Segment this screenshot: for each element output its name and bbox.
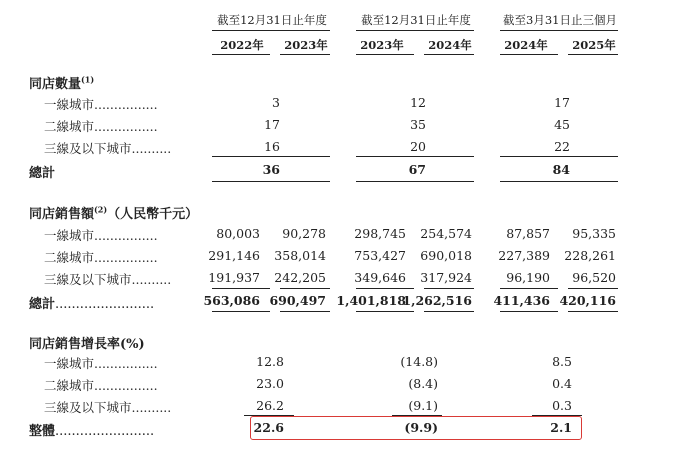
total-cell: 2.1 (550, 420, 572, 435)
cell: 242,205 (274, 270, 326, 285)
cell: 358,014 (274, 248, 326, 263)
header-rule-3 (500, 30, 618, 31)
cell: 16 (264, 139, 280, 154)
subtotal-rule (500, 156, 618, 157)
total-rule (500, 311, 558, 312)
total-cell: 36 (262, 162, 280, 177)
subtotal-rule (212, 288, 270, 289)
year-header: 2024年 (428, 38, 472, 52)
row-label: 一線城市................ (44, 97, 158, 112)
cell: 291,146 (208, 248, 260, 263)
cell: 0.3 (552, 398, 572, 413)
cell: 228,261 (564, 248, 616, 263)
row-label: 三線及以下城市.......... (44, 272, 172, 287)
total-label: 總計 (29, 166, 56, 181)
cell: 12.8 (256, 354, 284, 369)
total-cell: 1,262,516 (402, 293, 472, 308)
year-header: 2024年 (504, 38, 548, 52)
row-label: 三線及以下城市.......... (44, 400, 172, 415)
year-header: 2023年 (360, 38, 404, 52)
total-cell: 84 (552, 162, 570, 177)
header-rule-1 (212, 30, 330, 31)
cell: 17 (264, 117, 280, 132)
total-label: 總計........................ (29, 297, 155, 312)
cell: 95,335 (572, 226, 616, 241)
section-title-store-count: 同店數量$^{(1)}$ (29, 74, 95, 92)
cell: 80,003 (216, 226, 260, 241)
cell: 20 (410, 139, 426, 154)
subtotal-rule (424, 288, 474, 289)
total-cell: 22.6 (253, 420, 284, 435)
total-cell: 690,497 (269, 293, 326, 308)
header-group-q1: 截至3月31日止三個月 (503, 13, 617, 27)
row-label: 二線城市................ (44, 119, 158, 134)
cell: 753,427 (354, 248, 406, 263)
total-rule (212, 311, 270, 312)
subtotal-rule (280, 288, 330, 289)
highlight-box (250, 416, 582, 440)
year-rule-3 (356, 54, 414, 55)
cell: 191,937 (208, 270, 260, 285)
total-rule (356, 311, 414, 312)
year-rule-5 (500, 54, 558, 55)
header-rule-2 (356, 30, 474, 31)
cell: 349,646 (354, 270, 406, 285)
total-cell: (9.9) (404, 420, 438, 435)
cell: 227,389 (498, 248, 550, 263)
row-label: 三線及以下城市.......... (44, 141, 172, 156)
year-rule-1 (212, 54, 270, 55)
total-cell: 67 (408, 162, 426, 177)
cell: 317,924 (420, 270, 472, 285)
cell: 26.2 (256, 398, 284, 413)
cell: 45 (554, 117, 570, 132)
section-title-growth-rate: 同店銷售增長率(%) (29, 337, 145, 352)
year-rule-4 (424, 54, 474, 55)
year-header: 2023年 (284, 38, 328, 52)
cell: 0.4 (552, 376, 572, 391)
total-cell: 411,436 (493, 293, 550, 308)
cell: 35 (410, 117, 426, 132)
cell: 96,190 (506, 270, 550, 285)
total-rule (212, 181, 330, 182)
total-rule (500, 181, 618, 182)
year-rule-6 (568, 54, 618, 55)
cell: 12 (410, 95, 426, 110)
row-label: 一線城市................ (44, 228, 158, 243)
year-header: 2025年 (572, 38, 616, 52)
cell: 254,574 (420, 226, 472, 241)
total-cell: 420,116 (559, 293, 616, 308)
total-cell: 563,086 (203, 293, 260, 308)
total-rule (356, 181, 474, 182)
total-label: 整體........................ (29, 424, 155, 439)
cell: 96,520 (572, 270, 616, 285)
year-rule-2 (280, 54, 330, 55)
subtotal-rule (212, 156, 330, 157)
cell: 8.5 (552, 354, 572, 369)
total-cell: 1,401,818 (336, 293, 406, 308)
cell: 690,018 (420, 248, 472, 263)
header-group-2023-2024: 截至12月31日止年度 (361, 13, 471, 27)
subtotal-rule (356, 288, 414, 289)
total-rule (568, 311, 618, 312)
row-label: 二線城市................ (44, 250, 158, 265)
cell: 23.0 (256, 376, 284, 391)
total-rule (280, 311, 330, 312)
cell: (9.1) (408, 398, 438, 413)
section-title-same-store-sales: 同店銷售額$^{(2)}$（人民幣千元） (29, 204, 199, 222)
cell: 87,857 (506, 226, 550, 241)
row-label: 二線城市................ (44, 378, 158, 393)
cell: (14.8) (400, 354, 438, 369)
cell: 298,745 (354, 226, 406, 241)
row-label: 一線城市................ (44, 356, 158, 371)
cell: 22 (554, 139, 570, 154)
subtotal-rule (500, 288, 558, 289)
cell: 3 (272, 95, 280, 110)
subtotal-rule (356, 156, 474, 157)
header-group-2022-2023: 截至12月31日止年度 (217, 13, 327, 27)
total-rule (424, 311, 474, 312)
subtotal-rule (568, 288, 618, 289)
cell: (8.4) (408, 376, 438, 391)
year-header: 2022年 (220, 38, 264, 52)
cell: 90,278 (282, 226, 326, 241)
cell: 17 (554, 95, 570, 110)
